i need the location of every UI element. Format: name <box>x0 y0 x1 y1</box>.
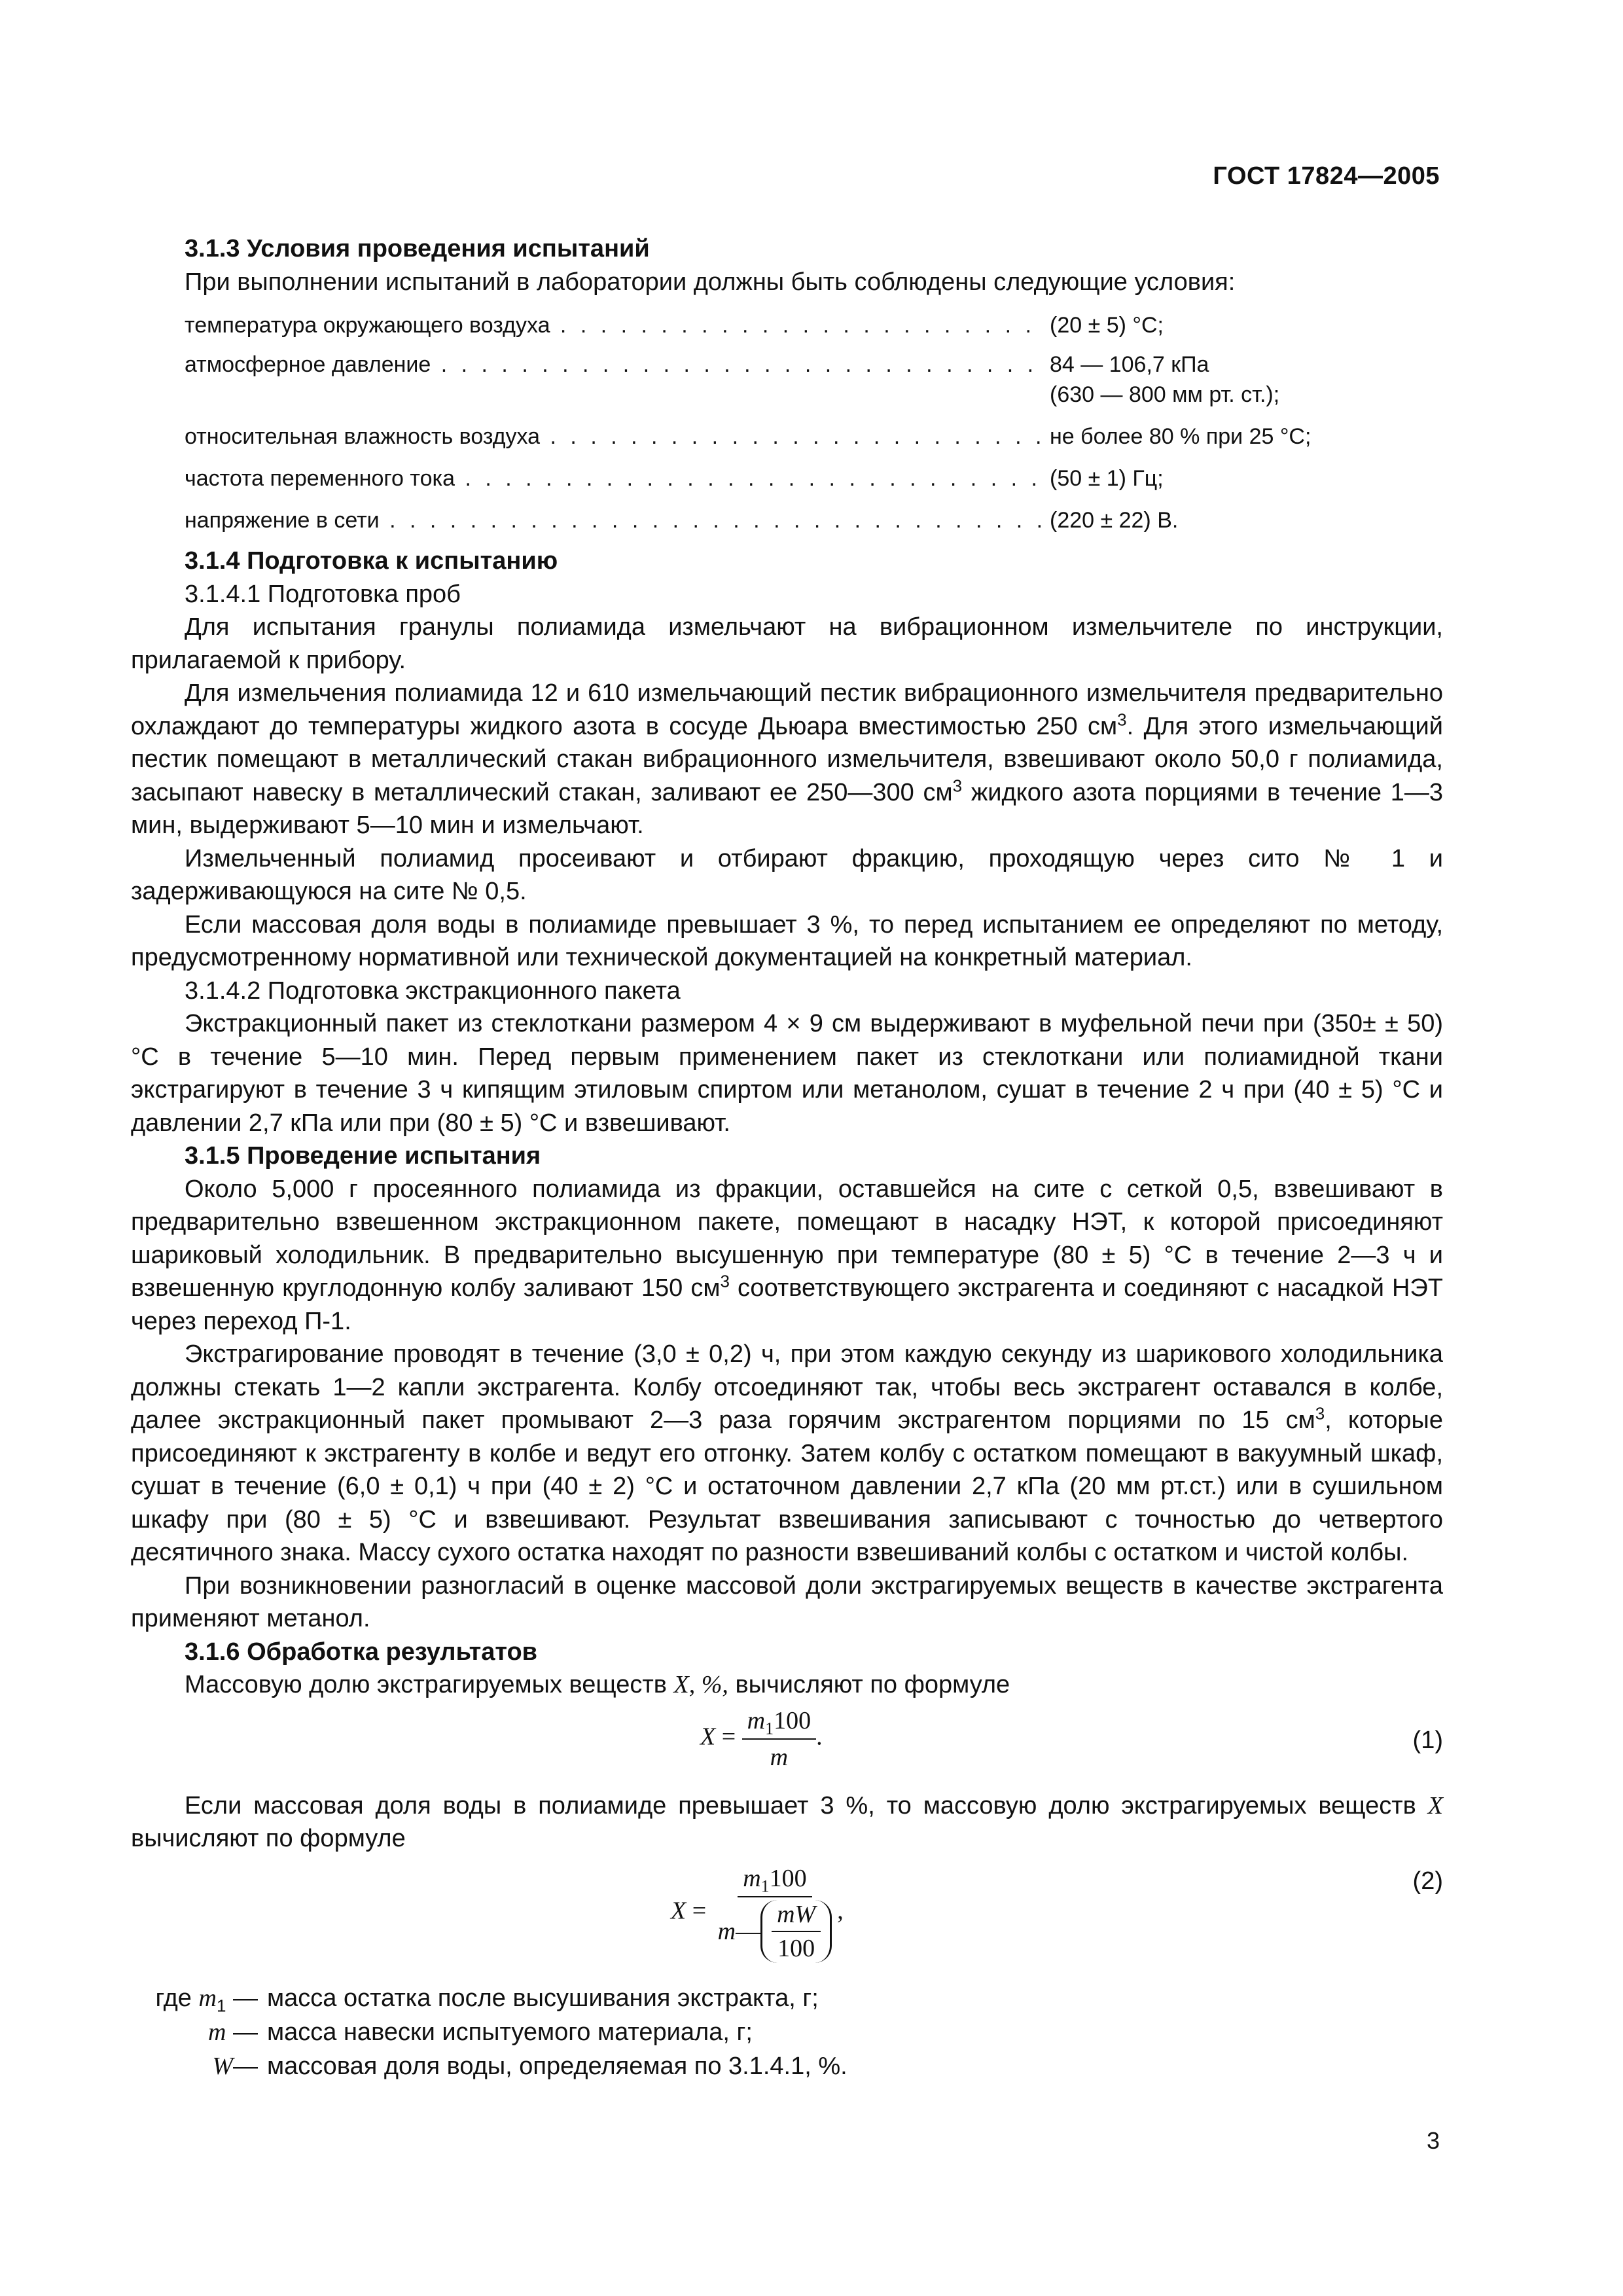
legend-item: m — масса навески испытуемого материала, г; <box>207 2018 753 2046</box>
paragraph: Измельченный полиамид просеивают и отбирают фракцию, проходящую через сито № 1 и задерживающуюся на сите № 0,5. <box>131 844 1443 905</box>
document-header-standard-code: ГОСТ 17824—2005 <box>1213 162 1440 190</box>
condition-row <box>185 422 1443 452</box>
legend-item: W— массовая доля воды, определяемая по 3.1.4.1, %. <box>212 2052 847 2080</box>
test-conditions-list <box>185 310 1443 535</box>
condition-row <box>185 380 1443 410</box>
formula-1-row <box>131 1702 1443 1787</box>
paragraph: Если массовая доля воды в полиамиде превышает 3 %, то массовую долю экстрагируемых веществ X вычисляют по формуле <box>131 1791 1443 1852</box>
paragraph: Если массовая доля воды в полиамиде превышает 3 %, то перед испытанием ее определяют по методу, предусмотренному нормативной или технической документацией на конкретный материал. <box>131 910 1443 971</box>
paragraph: Экстрагирование проводят в течение (3,0 ± 0,2) ч, при этом каждую секунду из шарикового холодильника должны стекать 1—2 капли экстрагента. Колбу отсоединяют так, чтобы весь экстрагент оставался в колбе, далее экстракционный пакет промывают 2—3 раза горячим экстрагентом порциями по 15 $см^3$, которые присоединяют к экстрагенту в колбе и ведут его отгонку. Затем колбу с остатком помещают в вакуумный шкаф, сушат в течение (6,0 ± 0,1) ч при (40 ± 2) °C и остаточном давлении 2,7 кПа (20 мм рт.ст.) или в сушильном шкафу при (80 ± 5) °C и взвешивают. Результат взвешивания записывают с точностью до четвертого десятичного знака. Массу сухого остатка находят по разности взвешиваний колбы с остатком и чистой колбы. <box>131 1340 1443 1566</box>
condition-value: (220 ± 22) В. <box>1050 508 1179 533</box>
paragraph: Массовую долю экстрагируемых веществ X, %, вычисляют по формуле <box>185 1671 1010 1698</box>
condition-label: напряжение в сети . . . <box>185 505 1042 535</box>
subsection-3-1-4-1-title: 3.1.4.1 Подготовка проб <box>185 580 461 608</box>
fraction: $m_1100$ m — $\frac{mW}{100}$ <box>713 1863 838 1963</box>
condition-row <box>185 463 1443 493</box>
equation-number: (1) <box>1412 1726 1443 1754</box>
fraction: $\frac{m_1100}{m}$ <box>742 1706 816 1772</box>
paragraph: Для измельчения полиамида 12 и 610 измельчающий пестик вибрационного измельчителя предварительно охлаждают до температуры жидкого азота в сосуде Дьюара вместимостью 250 $см^3$. Для этого измельчающий пестик помещают в металлический стакан вибрационного измельчителя, взвешивают около 50,0 г полиамида, засыпают навеску в металлический стакан, заливают ее 250—300 $см^3$ жидкого азота порциями в течение 1—3 мин, выдерживают 5—10 мин и измельчают. <box>131 679 1443 839</box>
formula-2: X = $m_1100$ m — $\frac{mW}{100}$ , <box>671 1864 844 1962</box>
condition-row <box>185 310 1443 340</box>
document-body <box>131 232 1443 2083</box>
formula-1: X = $\frac{m_1100}{m}$ . <box>700 1706 823 1771</box>
condition-label: температура окружающего воздуха . . . <box>185 310 1042 340</box>
condition-value: (50 ± 1) Гц; <box>1050 466 1164 491</box>
equation-number: (2) <box>1412 1867 1443 1895</box>
condition-row <box>185 505 1443 535</box>
condition-value: не более 80 % при 25 °C; <box>1050 424 1311 449</box>
formula-2-row <box>131 1856 1443 1967</box>
section-3-1-5-title: 3.1.5 Проведение испытания <box>185 1142 541 1170</box>
section-3-1-4-title: 3.1.4 Подготовка к испытанию <box>185 547 558 575</box>
condition-label: частота переменного тока . . . <box>185 463 1042 493</box>
paragraph: Экстракционный пакет из стеклоткани размером 4 × 9 см выдерживают в муфельной печи при (350± ± 50) °C в течение 5—10 мин. Перед первым применением пакет из стеклоткани или полиамидной ткани экстрагируют в течение 3 ч кипящим этиловым спиртом или метанолом, сушат в течение 2 ч при (40 ± 5) °C и давлении 2,7 кПа или при (80 ± 5) °C и взвешивают. <box>131 1010 1443 1137</box>
condition-label: относительная влажность воздуха . . . <box>185 422 1042 452</box>
condition-value-secondary: (630 — 800 мм рт. ст.); <box>1050 382 1280 407</box>
condition-label: атмосферное давление . . . <box>185 350 1042 380</box>
section-3-1-6-title: 3.1.6 Обработка результатов <box>185 1638 538 1666</box>
condition-value: 84 — 106,7 кПа <box>1050 352 1209 377</box>
condition-row <box>185 350 1443 380</box>
condition-value: (20 ± 5) °C; <box>1050 313 1164 338</box>
subsection-3-1-4-2-title: 3.1.4.2 Подготовка экстракционного пакета <box>185 977 681 1005</box>
section-3-1-3-intro: При выполнении испытаний в лаборатории должны быть соблюдены следующие условия: <box>185 268 1236 296</box>
legend-item: где $m_1$ — масса остатка после высушивания экстракта, г; <box>155 1984 819 2016</box>
paragraph: При возникновении разногласий в оценке массовой доли экстрагируемых веществ в качестве экстрагента применяют метанол. <box>131 1571 1443 1632</box>
parenthesized-fraction: $\frac{mW}{100}$ <box>760 1900 832 1963</box>
paragraph: Для испытания гранулы полиамида измельчают на вибрационном измельчителе по инструкции, прилагаемой к прибору. <box>131 613 1443 674</box>
paragraph: Около 5,000 г просеянного полиамида из фракции, оставшейся на сите с сеткой 0,5, взвешивают в предварительно взвешенном экстракционном пакете, помещают в насадку НЭТ, к которой присоединяют шариковый холодильник. В предварительно высушенную при температуре (80 ± 5) °C в течение 2—3 ч и взвешенную круглодонную колбу заливают 150 $см^3$ соответствующего экстрагента и соединяют с насадкой НЭТ через переход П-1. <box>131 1175 1443 1335</box>
formula-legend <box>127 1981 1443 2083</box>
section-3-1-3-title: 3.1.3 Условия проведения испытаний <box>185 235 650 262</box>
page-number: 3 <box>1426 2127 1440 2154</box>
